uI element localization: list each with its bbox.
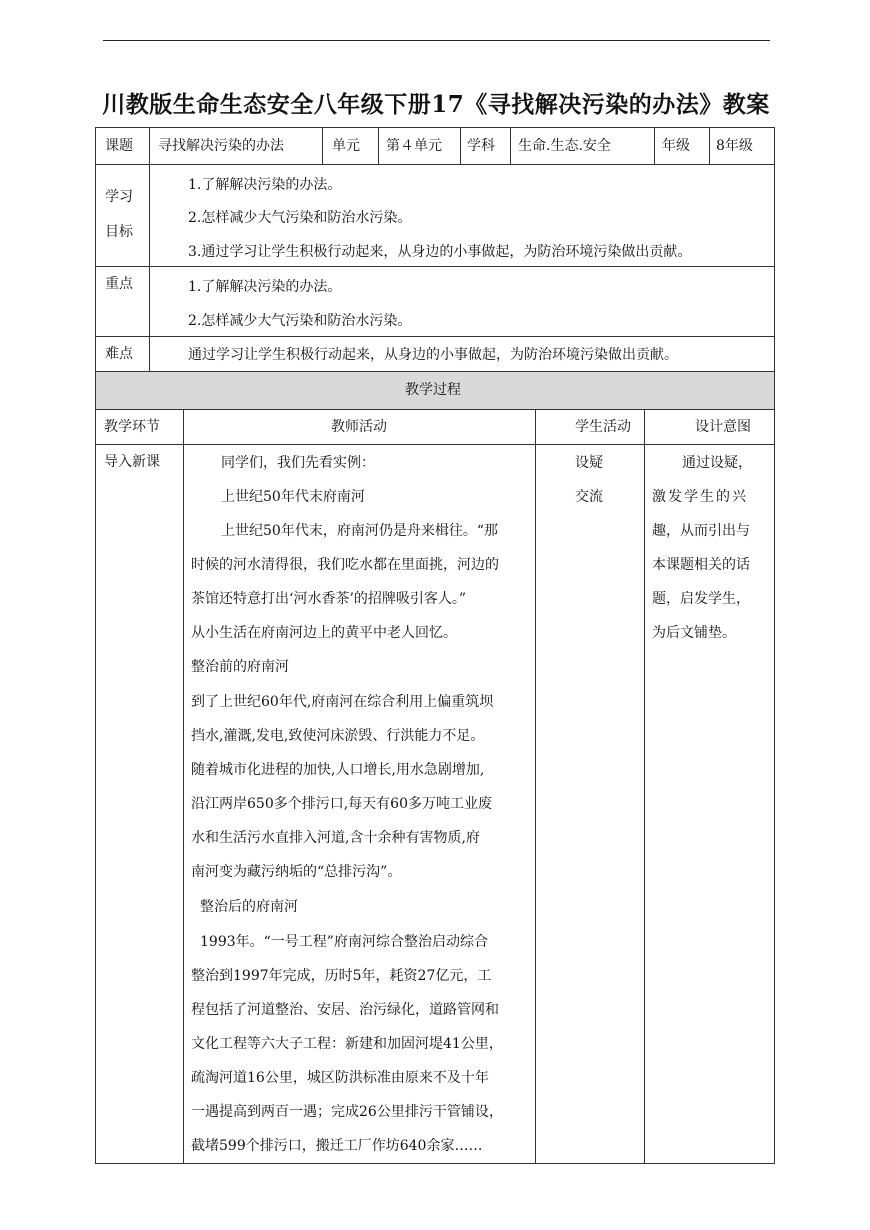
column-header: 教师活动 xyxy=(331,419,387,435)
divider xyxy=(149,127,150,371)
difficulty-label: 难点 xyxy=(105,346,133,362)
grade-label: 年级 xyxy=(662,138,690,154)
design-intent-line: 为后文铺垫。 xyxy=(652,625,736,641)
teacher-line: 同学们，我们先看实例： xyxy=(221,455,375,471)
teacher-line: 1993年。“一号工程”府南河综合整治启动综合 xyxy=(200,934,488,950)
teacher-line: 程包括了河道整治、安居、治污绿化，道路管网和 xyxy=(191,1002,499,1018)
column-header: 设计意图 xyxy=(695,419,751,435)
process-heading: 教学过程 xyxy=(405,382,461,398)
divider xyxy=(378,127,379,164)
divider xyxy=(183,409,184,1164)
teacher-line: 南河变为藏污纳垢的“总排污沟”。 xyxy=(191,864,402,880)
objective-item: 2.怎样减少大气污染和防治水污染。 xyxy=(188,210,412,226)
divider xyxy=(95,444,775,445)
objectives-label: 学习 xyxy=(105,189,133,205)
course-label: 课题 xyxy=(105,138,133,154)
teacher-line: 挡水,灌溉,发电,致使河床淤毁、行洪能力不足。 xyxy=(191,728,485,744)
grade-value: 8年级 xyxy=(716,138,753,154)
teacher-line: 随着城市化进程的加快,人口增长,用水急剧增加, xyxy=(191,762,485,778)
divider xyxy=(644,409,645,1164)
teacher-line: 到了上世纪60年代,府南河在综合利用上偏重筑坝 xyxy=(191,694,494,710)
divider xyxy=(95,266,775,267)
teacher-line: 文化工程等六大子工程：新建和加固河堤41公里， xyxy=(191,1036,503,1052)
objective-item: 3.通过学习让学生积极行动起来，从身边的小事做起，为防治环境污染做出贡献。 xyxy=(188,244,692,260)
column-header: 学生活动 xyxy=(575,419,631,435)
teacher-line: 上世纪50年代末府南河 xyxy=(221,489,365,505)
key-point-item: 1.了解解决污染的办法。 xyxy=(188,279,342,295)
teacher-line: 水和生活污水直排入河道,含十余种有害物质,府 xyxy=(191,830,480,846)
teacher-line: 截堵599个排污口，搬迁工厂作坊640余家…… xyxy=(191,1138,483,1154)
document-title: 川教版生命生态安全八年级下册17《寻找解决污染的办法》教案 xyxy=(102,91,770,118)
teacher-line: 沿江两岸650多个排污口,每天有60多万吨工业废 xyxy=(191,796,492,812)
design-intent-line: 趣，从而引出与 xyxy=(652,523,750,539)
key-points-label: 重点 xyxy=(105,276,133,292)
teacher-line: 一遇提高到两百一遇；完成26公里排污干管铺设， xyxy=(191,1104,503,1120)
divider xyxy=(322,127,323,164)
divider xyxy=(709,127,710,164)
column-header: 教学环节 xyxy=(104,419,160,435)
teacher-line: 从小生活在府南河边上的黄平中老人回忆。 xyxy=(191,625,457,641)
teacher-line: 时候的河水清得很，我们吃水都在里面挑，河边的 xyxy=(191,557,499,573)
objective-item: 1.了解解决污染的办法。 xyxy=(188,177,342,193)
divider xyxy=(510,127,511,164)
subject-value: 生命.生态.安全 xyxy=(518,138,611,154)
design-intent-line: 通过设疑， xyxy=(682,455,752,471)
design-intent-line: 题，启发学生， xyxy=(652,591,750,607)
stage-label: 导入新课 xyxy=(104,454,160,470)
teacher-line: 茶馆还特意打出‘河水香茶’的招牌吸引客人。” xyxy=(191,591,467,607)
objectives-label: 目标 xyxy=(105,224,133,240)
teacher-line: 整治后的府南河 xyxy=(200,899,298,915)
student-activity: 设疑 xyxy=(575,455,603,471)
subject-label: 学科 xyxy=(467,138,495,154)
teacher-line: 整治到1997年完成，历时5年，耗资27亿元，工 xyxy=(191,968,492,984)
divider xyxy=(95,164,775,165)
teacher-line: 整治前的府南河 xyxy=(191,659,289,675)
divider xyxy=(460,127,461,164)
student-activity: 交流 xyxy=(575,489,603,505)
unit-value: 第４单元 xyxy=(386,138,442,154)
design-intent-line: 本课题相关的话 xyxy=(652,557,750,573)
unit-label: 单元 xyxy=(332,138,360,154)
divider xyxy=(95,409,775,410)
design-intent-line: 激发学生的兴 xyxy=(652,489,748,505)
divider xyxy=(95,336,775,337)
divider xyxy=(654,127,655,164)
key-point-item: 2.怎样减少大气污染和防治水污染。 xyxy=(188,313,412,329)
course-value: 寻找解决污染的办法 xyxy=(158,138,284,154)
teacher-line: 疏淘河道16公里，城区防洪标准由原来不及十年 xyxy=(191,1070,489,1086)
header-rule xyxy=(103,40,770,41)
difficulty-text: 通过学习让学生积极行动起来，从身边的小事做起，为防治环境污染做出贡献。 xyxy=(188,347,678,363)
teacher-line: 上世纪50年代末，府南河仍是舟来楫往。“那 xyxy=(221,523,498,539)
divider xyxy=(535,409,536,1164)
